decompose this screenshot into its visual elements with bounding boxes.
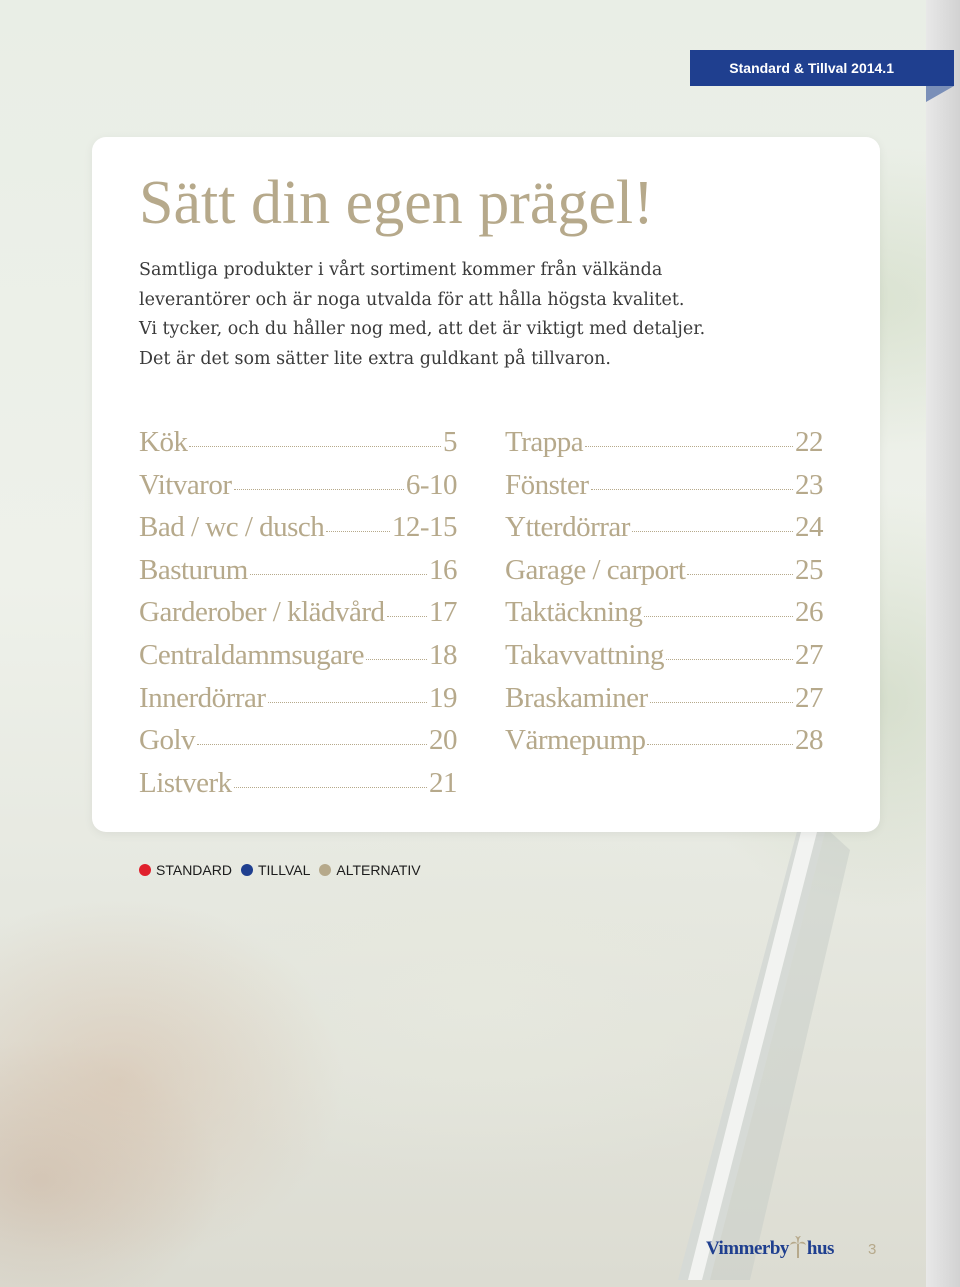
toc-entry[interactable] <box>139 724 457 767</box>
toc-label: Golv <box>139 724 195 757</box>
page-number: 3 <box>868 1241 877 1258</box>
toc-page: 17 <box>429 596 457 629</box>
toc-page: 22 <box>795 426 823 458</box>
toc-leader <box>197 744 427 745</box>
toc-left-column <box>139 426 457 809</box>
toc-page: 12-15 <box>391 511 457 544</box>
palm-tree-icon <box>790 1236 806 1258</box>
toc-leader <box>644 616 793 617</box>
toc-page: 25 <box>795 553 823 586</box>
toc-page: 18 <box>429 638 457 671</box>
toc-entry[interactable] <box>505 469 823 512</box>
toc-entry[interactable] <box>139 596 457 639</box>
toc-entry[interactable] <box>139 767 457 810</box>
toc-entry[interactable] <box>505 682 823 725</box>
red-dot-icon <box>139 864 151 876</box>
vimmerbyhus-logo <box>706 1236 834 1260</box>
toc-label: Kök <box>139 426 188 458</box>
toc-leader <box>687 574 793 575</box>
intro-line: leverantörer och är noga utvalda för att hålla högsta kvalitet. <box>139 289 685 310</box>
toc-leader <box>650 702 793 703</box>
toc-leader <box>647 744 793 745</box>
toc-label: Bad / wc / dusch <box>139 511 325 544</box>
toc-right-column <box>505 426 823 767</box>
toc-entry[interactable] <box>139 426 457 469</box>
gold-dot-icon <box>319 864 331 876</box>
toc-entry[interactable] <box>139 639 457 682</box>
toc-label: Vitvaror <box>139 468 232 501</box>
toc-leader <box>250 574 427 575</box>
toc-label: Braskaminer <box>505 681 648 714</box>
toc-page: 24 <box>795 511 823 544</box>
toc-leader <box>632 531 793 532</box>
toc-page: 26 <box>795 596 823 629</box>
toc-label: Listverk <box>139 766 232 799</box>
toc-label: Taktäckning <box>505 596 643 629</box>
toc-entry[interactable] <box>139 554 457 597</box>
toc-page: 16 <box>429 553 457 586</box>
toc-leader <box>387 616 427 617</box>
intro-line: Samtliga produkter i vårt sortiment kommer från välkända <box>139 260 663 280</box>
logo-text-right: hus <box>806 1238 834 1259</box>
page-title: Sätt din egen prägel! <box>139 169 654 237</box>
toc-label: Värmepump <box>505 724 646 757</box>
intro-line: Det är det som sätter lite extra guldkant på tillvaron. <box>139 348 611 369</box>
toc-leader <box>326 531 390 532</box>
laptop-illustration <box>560 810 920 1280</box>
toc-page: 20 <box>429 724 457 757</box>
blue-dot-icon <box>241 864 253 876</box>
toc-entry[interactable] <box>505 724 823 767</box>
toc-entry[interactable] <box>139 682 457 725</box>
toc-entry[interactable] <box>505 554 823 597</box>
toc-leader <box>268 702 427 703</box>
toc-entry[interactable] <box>505 511 823 554</box>
toc-label: Garage / carport <box>505 553 686 586</box>
intro-line: Vi tycker, och du håller nog med, att det är viktigt med detaljer. <box>139 319 706 339</box>
toc-label: Takavvattning <box>505 638 664 671</box>
toc-label: Centraldammsugare <box>139 638 365 671</box>
toc-leader <box>585 446 793 447</box>
toc-page: 28 <box>795 724 823 757</box>
legend-item-standard <box>139 862 232 878</box>
toc-label: Basturum <box>139 553 248 586</box>
toc-page: 5 <box>443 426 457 458</box>
toc-page: 27 <box>795 638 823 671</box>
toc-leader <box>366 659 427 660</box>
toc-label: Garderober / klädvård <box>139 596 385 629</box>
toc-leader <box>591 489 794 490</box>
toc-leader <box>189 446 441 447</box>
edition-badge: Standard & Tillval 2014.1 <box>690 50 954 86</box>
legend-item-tillval <box>241 862 310 878</box>
toc-entry[interactable] <box>505 596 823 639</box>
toc-leader <box>234 787 427 788</box>
toc-label: Trappa <box>505 426 584 458</box>
toc-label: Fönster <box>505 468 589 501</box>
toc-leader <box>234 489 404 490</box>
toc-entry[interactable] <box>139 469 457 512</box>
legend-label: ALTERNATIV <box>336 862 421 878</box>
page-edge <box>926 0 960 1287</box>
toc-label: Innerdörrar <box>139 681 266 714</box>
toc-page: 19 <box>429 681 457 714</box>
toc-leader <box>666 659 793 660</box>
intro-paragraph <box>139 256 839 374</box>
toc-page: 21 <box>429 766 457 799</box>
logo-text-left: Vimmerby <box>706 1238 789 1259</box>
legend-label: STANDARD <box>156 862 232 878</box>
toc-entry[interactable] <box>139 511 457 554</box>
legend <box>139 862 430 878</box>
toc-page: 6-10 <box>405 468 457 501</box>
toc-label: Ytterdörrar <box>505 511 630 544</box>
legend-item-alternativ <box>319 862 420 878</box>
toc-entry[interactable] <box>505 639 823 682</box>
legend-label: TILLVAL <box>257 862 311 878</box>
toc-page: 27 <box>795 681 823 714</box>
toc-entry[interactable] <box>505 426 823 469</box>
toc-page: 23 <box>795 468 823 501</box>
badge-fold <box>926 86 954 102</box>
